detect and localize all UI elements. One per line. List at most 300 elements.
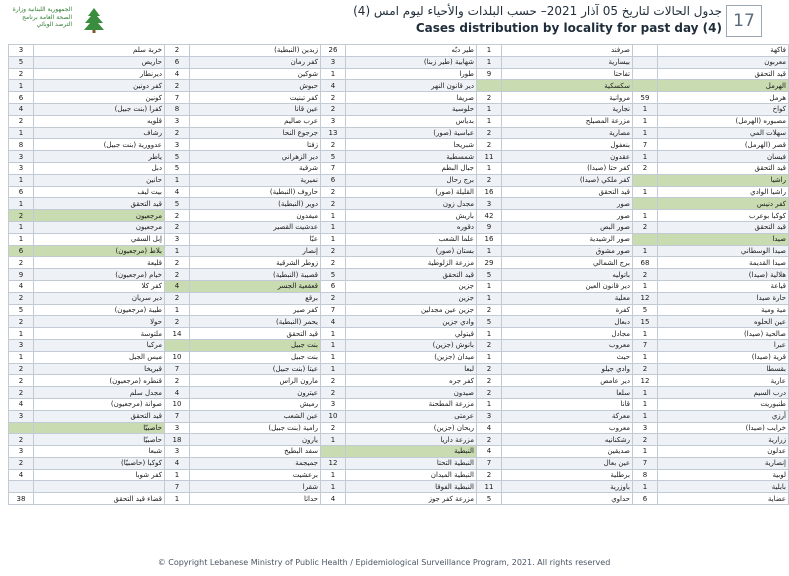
locality-name: عضاية <box>658 493 789 505</box>
case-count: 3 <box>165 115 190 127</box>
locality-name: النبطية التحتا <box>346 457 477 469</box>
case-count: 3 <box>9 446 34 458</box>
locality-name: جزين <box>346 292 477 304</box>
locality-name: إنصارية <box>658 457 789 469</box>
locality-name: سهلات المي <box>658 127 789 139</box>
locality-name: معركة <box>502 410 633 422</box>
case-count: 2 <box>477 127 502 139</box>
case-count: 2 <box>9 375 34 387</box>
case-count: 10 <box>321 410 346 422</box>
locality-name: وادي جيلو <box>502 363 633 375</box>
case-count: 1 <box>321 210 346 222</box>
locality-name: بنت جبيل <box>190 351 321 363</box>
locality-name: مصبوره (الهرمل) <box>658 115 789 127</box>
case-count: 5 <box>633 304 658 316</box>
locality-name: عين الحلوه <box>658 316 789 328</box>
case-count: 3 <box>9 410 34 422</box>
locality-name: صور مشوق <box>502 245 633 257</box>
case-count: 4 <box>165 457 190 469</box>
case-count: 3 <box>165 139 190 151</box>
table-row <box>9 92 789 104</box>
case-count: 68 <box>633 257 658 269</box>
case-count: 5 <box>9 304 34 316</box>
case-count: 1 <box>633 103 658 115</box>
case-count <box>633 80 658 92</box>
table-row <box>9 115 789 127</box>
case-count <box>633 68 658 80</box>
locality-name: رامية (بنت جبيل) <box>190 422 321 434</box>
locality-name: كواخ <box>658 103 789 115</box>
case-count: 12 <box>633 375 658 387</box>
table-row <box>9 316 789 328</box>
case-count: 1 <box>477 280 502 292</box>
locality-name: مزرعة داريا <box>346 434 477 446</box>
case-count: 11 <box>477 481 502 493</box>
case-count: 2 <box>165 127 190 139</box>
case-count <box>9 481 34 493</box>
locality-name: النبطية الميدان <box>346 469 477 481</box>
locality-name: دير الزهراني <box>190 151 321 163</box>
locality-name: صور البص <box>502 221 633 233</box>
table-row <box>9 434 789 446</box>
case-count: 2 <box>321 257 346 269</box>
case-count: 1 <box>477 351 502 363</box>
locality-name <box>34 481 165 493</box>
case-count: 2 <box>477 139 502 151</box>
locality-name: راشيا <box>658 174 789 186</box>
table-row <box>9 233 789 245</box>
locality-name: النبطية <box>346 446 477 458</box>
case-count <box>633 233 658 245</box>
locality-name: كفرة <box>502 304 633 316</box>
locality-name: شرقية <box>190 162 321 174</box>
case-count: 1 <box>165 469 190 481</box>
locality-name: شقرا <box>190 481 321 493</box>
locality-name: صيدون <box>346 387 477 399</box>
locality-name: قيد التحقق <box>346 269 477 281</box>
case-count: 5 <box>165 162 190 174</box>
locality-name: كفر دنيس <box>658 198 789 210</box>
case-count: 7 <box>633 139 658 151</box>
case-count: 5 <box>477 269 502 281</box>
case-count: 1 <box>321 328 346 340</box>
case-count: 9 <box>477 221 502 233</box>
locality-name: حداثا <box>190 493 321 505</box>
case-count: 2 <box>633 269 658 281</box>
locality-name: طورا <box>346 68 477 80</box>
table-row <box>9 103 789 115</box>
case-count: 2 <box>321 139 346 151</box>
case-count: 1 <box>477 245 502 257</box>
locality-name: جزين عين مجدلين <box>346 304 477 316</box>
case-count: 1 <box>633 387 658 399</box>
locality-name: كفر رمان <box>190 56 321 68</box>
case-count: 3 <box>165 422 190 434</box>
case-count: 1 <box>321 221 346 233</box>
locality-name: برطلية <box>502 469 633 481</box>
case-count: 29 <box>477 257 502 269</box>
locality-name: حلوسية <box>346 103 477 115</box>
case-count: 1 <box>633 115 658 127</box>
table-row <box>9 174 789 186</box>
locality-name: رشاف <box>34 127 165 139</box>
locality-name: قصر (الهرمل) <box>658 139 789 151</box>
locality-name: شبريحا <box>346 139 477 151</box>
locality-name: عدشيت القصير <box>190 221 321 233</box>
case-count: 4 <box>9 280 34 292</box>
case-count: 1 <box>477 328 502 340</box>
locality-name: قيد التحقق <box>658 162 789 174</box>
locality-name: بقسطا <box>658 363 789 375</box>
locality-name: فاكهة <box>658 45 789 57</box>
locality-name: ميفدون <box>190 210 321 222</box>
locality-name: عارية <box>658 375 789 387</box>
case-count: 2 <box>477 375 502 387</box>
locality-name: الهرمل <box>658 80 789 92</box>
locality-name: ميس الجبل <box>34 351 165 363</box>
locality-name: قعقعية الجسر <box>190 280 321 292</box>
locality-name: حارة صيدا <box>658 292 789 304</box>
table-row <box>9 257 789 269</box>
table-row <box>9 45 789 57</box>
locality-name: زوطر الشرقية <box>190 257 321 269</box>
case-count: 7 <box>165 410 190 422</box>
locality-name: بستان (صور) <box>346 245 477 257</box>
locality-name: باريش <box>346 210 477 222</box>
locality-name: عرب صاليم <box>190 115 321 127</box>
case-count: 7 <box>321 162 346 174</box>
case-count: 1 <box>633 186 658 198</box>
locality-name: راشيا الوادي <box>658 186 789 198</box>
table-row <box>9 269 789 281</box>
table-row <box>9 221 789 233</box>
locality-name: كفر تبنيت <box>190 92 321 104</box>
title-arabic: جدول الحالات لتاريخ 05 آذار 2021– حسب البلدات والأحياء ليوم امس (4) <box>353 4 722 18</box>
case-count: 4 <box>9 469 34 481</box>
case-count: 2 <box>477 92 502 104</box>
locality-name: بنت جبيل <box>190 339 321 351</box>
case-count: 5 <box>321 269 346 281</box>
locality-name: يارون <box>190 434 321 446</box>
locality-name: لوبية <box>658 469 789 481</box>
locality-name: برعشيت <box>190 469 321 481</box>
case-count: 2 <box>477 363 502 375</box>
table-row <box>9 446 789 458</box>
case-count <box>165 339 190 351</box>
case-count: 1 <box>9 198 34 210</box>
locality-name: صالحية (صيدا) <box>658 328 789 340</box>
locality-name: قبريخا <box>34 363 165 375</box>
locality-name: حولا <box>34 316 165 328</box>
locality-name: دير عامص <box>502 375 633 387</box>
case-count: 42 <box>477 210 502 222</box>
case-count: 7 <box>165 92 190 104</box>
locality-name: جزين <box>346 280 477 292</box>
locality-name: مركبا <box>34 339 165 351</box>
case-count: 7 <box>165 481 190 493</box>
locality-name: مجدل زون <box>346 198 477 210</box>
case-count: 1 <box>477 115 502 127</box>
case-count: 1 <box>321 339 346 351</box>
locality-name: ملتوسة <box>34 328 165 340</box>
locality-name: عين الشعب <box>190 410 321 422</box>
locality-name: طير دبّه <box>346 45 477 57</box>
table-row <box>9 80 789 92</box>
table-row <box>9 151 789 163</box>
locality-name: إبل السقي <box>34 233 165 245</box>
table-row <box>9 304 789 316</box>
table-row <box>9 398 789 410</box>
case-count: 1 <box>321 363 346 375</box>
locality-name: نميرية <box>190 174 321 186</box>
case-count: 11 <box>477 151 502 163</box>
copyright-footer: © Copyright Lebanese Ministry of Public Health / Epidemiological Surveillance Program, 2021. All rights reserved <box>157 558 611 567</box>
case-count: 2 <box>477 469 502 481</box>
case-count: 2 <box>9 316 34 328</box>
locality-name: قيد التحقق <box>34 410 165 422</box>
table-row <box>9 139 789 151</box>
case-count: 1 <box>477 56 502 68</box>
case-count: 2 <box>321 92 346 104</box>
case-count: 5 <box>9 56 34 68</box>
locality-name: هرمل <box>658 92 789 104</box>
locality-name: كونين <box>34 92 165 104</box>
locality-name: قيد التحقق <box>658 221 789 233</box>
case-count: 1 <box>633 151 658 163</box>
case-count: 1 <box>165 245 190 257</box>
locality-name: شمسطية <box>346 151 477 163</box>
case-count: 3 <box>9 162 34 174</box>
cases-grid <box>8 44 789 505</box>
locality-name: حانين <box>34 174 165 186</box>
case-count: 1 <box>9 80 34 92</box>
case-count: 1 <box>633 210 658 222</box>
case-count: 3 <box>321 398 346 410</box>
locality-name: علما الشعب <box>346 233 477 245</box>
locality-name: صيدا القديمة <box>658 257 789 269</box>
locality-name: جميجمة <box>190 457 321 469</box>
locality-name: دبعال <box>502 316 633 328</box>
locality-name: مرجعيون <box>34 221 165 233</box>
locality-name: القليلة (صور) <box>346 186 477 198</box>
locality-name: باتوليه <box>502 269 633 281</box>
case-count: 2 <box>321 103 346 115</box>
case-count: 2 <box>477 387 502 399</box>
locality-name: حاريص <box>34 56 165 68</box>
case-count: 2 <box>9 292 34 304</box>
locality-name: شوكين <box>190 68 321 80</box>
locality-name: كفر ملكي (صيدا) <box>502 174 633 186</box>
case-count: 26 <box>321 45 346 57</box>
locality-name: قليعة <box>34 257 165 269</box>
case-count: 38 <box>9 493 34 505</box>
table-row <box>9 481 789 493</box>
case-count: 12 <box>633 292 658 304</box>
case-count: 1 <box>633 280 658 292</box>
locality-name: بيت ليف <box>34 186 165 198</box>
locality-name: طنبوريت <box>658 398 789 410</box>
locality-name: مارون الراس <box>190 375 321 387</box>
locality-name: كفر جره <box>346 375 477 387</box>
case-count <box>633 56 658 68</box>
case-count: 2 <box>321 198 346 210</box>
locality-name: مزرعة الزلوطية <box>346 257 477 269</box>
case-count: 6 <box>9 245 34 257</box>
locality-name: خرايب (صيدا) <box>658 422 789 434</box>
table-row <box>9 292 789 304</box>
case-count: 4 <box>321 493 346 505</box>
locality-name: سفد البطيخ <box>190 446 321 458</box>
locality-name: عدوورية (بنت جبيل) <box>34 139 165 151</box>
case-count: 1 <box>633 398 658 410</box>
locality-name: قرية (صيدا) <box>658 351 789 363</box>
case-count: 4 <box>321 80 346 92</box>
locality-name: شهابية (طير زبنا) <box>346 56 477 68</box>
locality-name: مرجعيون <box>34 210 165 222</box>
case-count: 3 <box>633 422 658 434</box>
table-row <box>9 493 789 505</box>
case-count: 1 <box>321 469 346 481</box>
locality-name: برج الشمالي <box>502 257 633 269</box>
locality-name: حاصبيّا <box>34 434 165 446</box>
case-count: 3 <box>165 233 190 245</box>
case-count: 13 <box>321 127 346 139</box>
case-count: 1 <box>321 68 346 80</box>
locality-name: سكسكية <box>502 80 633 92</box>
locality-name: رشكنانيه <box>502 434 633 446</box>
case-count: 1 <box>9 174 34 186</box>
locality-name: برقع <box>190 292 321 304</box>
case-count: 4 <box>9 103 34 115</box>
table-row <box>9 469 789 481</box>
case-count: 4 <box>477 422 502 434</box>
case-count: 1 <box>633 127 658 139</box>
locality-name: دوير (النبطية) <box>190 198 321 210</box>
case-count: 4 <box>9 398 34 410</box>
locality-name: ياطر <box>34 151 165 163</box>
locality-name: عين قانا <box>190 103 321 115</box>
locality-name: دبل <box>34 162 165 174</box>
case-count: 7 <box>633 457 658 469</box>
locality-name: عبرا <box>658 339 789 351</box>
table-row <box>9 186 789 198</box>
case-count: 2 <box>633 162 658 174</box>
logo-text: الجمهورية اللبنانية وزارة الصحة العامة برنامج الترصد الوبائي <box>12 6 72 28</box>
locality-name: درب السيم <box>658 387 789 399</box>
case-count <box>321 446 346 458</box>
case-count: 2 <box>165 80 190 92</box>
locality-name: مجدل سلم <box>34 387 165 399</box>
case-count: 4 <box>477 446 502 458</box>
locality-name: كوكبا بوعرب <box>658 210 789 222</box>
locality-name: وادي جزين <box>346 316 477 328</box>
case-count: 2 <box>321 186 346 198</box>
locality-name: طيبة (مرجعيون) <box>34 304 165 316</box>
locality-name: كفر دونين <box>34 80 165 92</box>
ministry-logo <box>10 4 120 40</box>
locality-name: حاروف (النبطية) <box>190 186 321 198</box>
case-count: 2 <box>321 422 346 434</box>
locality-name: دير سريان <box>34 292 165 304</box>
case-count: 2 <box>9 210 34 222</box>
locality-name: مجادل <box>502 328 633 340</box>
locality-name: خيام (مرجعيون) <box>34 269 165 281</box>
case-count: 4 <box>165 387 190 399</box>
case-count: 3 <box>9 339 34 351</box>
locality-name: صور الرشيدية <box>502 233 633 245</box>
case-count: 9 <box>477 68 502 80</box>
case-count: 2 <box>321 387 346 399</box>
table-row <box>9 339 789 351</box>
locality-name: إنصار <box>190 245 321 257</box>
locality-name: صور <box>502 210 633 222</box>
case-count: 5 <box>321 151 346 163</box>
locality-name: جبال البطم <box>346 162 477 174</box>
case-count: 1 <box>633 328 658 340</box>
locality-name: نجارية <box>502 103 633 115</box>
case-count: 1 <box>321 351 346 363</box>
locality-name: عدلون <box>658 446 789 458</box>
locality-name: بابلية <box>658 481 789 493</box>
case-count: 10 <box>165 351 190 363</box>
locality-name: هلالية (صيدا) <box>658 269 789 281</box>
locality-name: قيد التحقق <box>34 198 165 210</box>
case-count: 2 <box>165 210 190 222</box>
case-count: 1 <box>633 410 658 422</box>
table-row <box>9 127 789 139</box>
case-count: 2 <box>165 292 190 304</box>
locality-name: رميش <box>190 398 321 410</box>
locality-name: قيد التحقق <box>190 328 321 340</box>
locality-name: سلعا <box>502 387 633 399</box>
locality-name: زبدين (النبطية) <box>190 45 321 57</box>
locality-name: كفر شوبا <box>34 469 165 481</box>
case-count: 18 <box>165 434 190 446</box>
table-row <box>9 422 789 434</box>
table-row <box>9 198 789 210</box>
case-count: 5 <box>165 151 190 163</box>
case-count: 1 <box>477 162 502 174</box>
locality-name: بانوش (جزين) <box>346 339 477 351</box>
locality-name: معروب <box>502 339 633 351</box>
locality-name: عبّا <box>190 233 321 245</box>
case-count: 1 <box>165 174 190 186</box>
case-count: 1 <box>321 481 346 493</box>
case-count: 12 <box>321 457 346 469</box>
case-count: 2 <box>321 375 346 387</box>
case-count: 5 <box>165 198 190 210</box>
case-count: 2 <box>633 434 658 446</box>
case-count: 3 <box>477 198 502 210</box>
case-count: 1 <box>165 493 190 505</box>
case-count: 5 <box>477 316 502 328</box>
locality-name: شبعا <box>34 446 165 458</box>
case-count: 2 <box>321 245 346 257</box>
locality-name: تفاحتا <box>502 68 633 80</box>
table-row <box>9 210 789 222</box>
case-count: 7 <box>165 363 190 375</box>
case-count: 2 <box>477 174 502 186</box>
locality-name: ميدان (جزين) <box>346 351 477 363</box>
case-count: 2 <box>477 434 502 446</box>
case-count: 1 <box>9 351 34 363</box>
locality-name: صريفا <box>346 92 477 104</box>
case-count: 4 <box>165 186 190 198</box>
case-count: 1 <box>633 351 658 363</box>
locality-name: النبطية الفوقا <box>346 481 477 493</box>
case-count: 3 <box>165 446 190 458</box>
case-count: 10 <box>165 398 190 410</box>
